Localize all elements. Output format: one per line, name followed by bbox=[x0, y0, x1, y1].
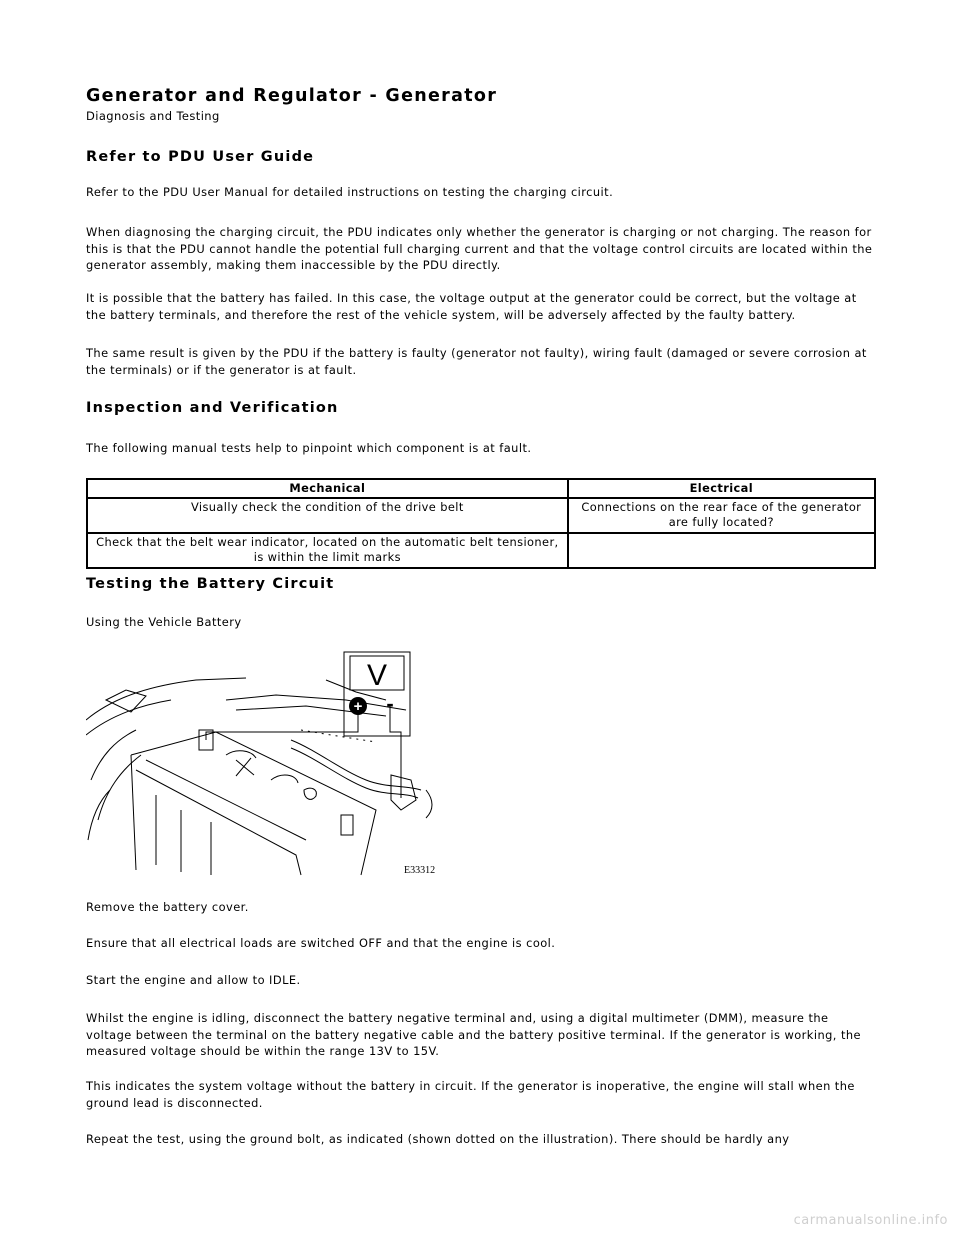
page-subtitle: Diagnosis and Testing bbox=[86, 109, 220, 123]
page-title: Generator and Regulator - Generator bbox=[86, 86, 498, 106]
table-cell bbox=[568, 533, 875, 568]
paragraph: Using the Vehicle Battery bbox=[86, 615, 242, 629]
minus-symbol: - bbox=[386, 691, 394, 716]
figure-code: E33312 bbox=[404, 865, 436, 876]
section-heading-battery: Testing the Battery Circuit bbox=[86, 576, 335, 592]
section-heading-inspection: Inspection and Verification bbox=[86, 400, 339, 416]
paragraph: Start the engine and allow to IDLE. bbox=[86, 973, 301, 987]
table-row bbox=[87, 533, 875, 568]
paragraph: When diagnosing the charging circuit, the PDU indicates only whether the generator is charging or not charging. The reason for this is that the PDU cannot handle the potential full charging current and that the voltage control circuits are located within the generator assembly, making them inaccessible by the PDU directly. bbox=[86, 225, 873, 272]
paragraph: The following manual tests help to pinpoint which component is at fault. bbox=[86, 441, 532, 455]
table-cell: Check that the belt wear indicator, located on the automatic belt tensioner, is within the limit marks bbox=[87, 533, 568, 568]
battery-diagram bbox=[86, 640, 456, 880]
watermark-link[interactable]: carmanualsonline.info bbox=[793, 1213, 948, 1228]
table-header-row bbox=[87, 479, 875, 498]
column-header-mechanical: Mechanical bbox=[87, 479, 568, 498]
meter-voltage-label: V bbox=[366, 659, 388, 692]
inspection-table bbox=[86, 478, 876, 569]
paragraph: Whilst the engine is idling, disconnect the battery negative terminal and, using a digital multimeter (DMM), measure the voltage between the terminal on the battery negative cable and the battery positive terminal. If the generator is working, the measured voltage should be within the range 13V to 15V. bbox=[86, 1011, 861, 1058]
paragraph: Remove the battery cover. bbox=[86, 900, 249, 914]
battery-test-illustration bbox=[86, 640, 456, 884]
table-row bbox=[87, 498, 875, 533]
table-cell: Connections on the rear face of the generator are fully located? bbox=[568, 498, 875, 533]
paragraph: The same result is given by the PDU if the battery is faulty (generator not faulty), wiring fault (damaged or severe corrosion at the terminals) or if the generator is at fault. bbox=[86, 346, 867, 377]
table-cell: Visually check the condition of the drive belt bbox=[87, 498, 568, 533]
column-header-electrical: Electrical bbox=[568, 479, 875, 498]
paragraph: This indicates the system voltage without the battery in circuit. If the generator is inoperative, the engine will stall when the ground lead is disconnected. bbox=[86, 1079, 855, 1110]
paragraph: Ensure that all electrical loads are switched OFF and that the engine is cool. bbox=[86, 936, 556, 950]
paragraph: Repeat the test, using the ground bolt, as indicated (shown dotted on the illustration). There should be hardly any bbox=[86, 1132, 790, 1146]
paragraph: Refer to the PDU User Manual for detailed instructions on testing the charging circuit. bbox=[86, 185, 614, 199]
section-heading-pdu: Refer to PDU User Guide bbox=[86, 149, 315, 165]
plus-symbol: + bbox=[353, 698, 363, 715]
paragraph: It is possible that the battery has failed. In this case, the voltage output at the generator could be correct, but the voltage at the battery terminals, and therefore the rest of the vehicle system, will be adversely affected by the faulty battery. bbox=[86, 291, 857, 322]
